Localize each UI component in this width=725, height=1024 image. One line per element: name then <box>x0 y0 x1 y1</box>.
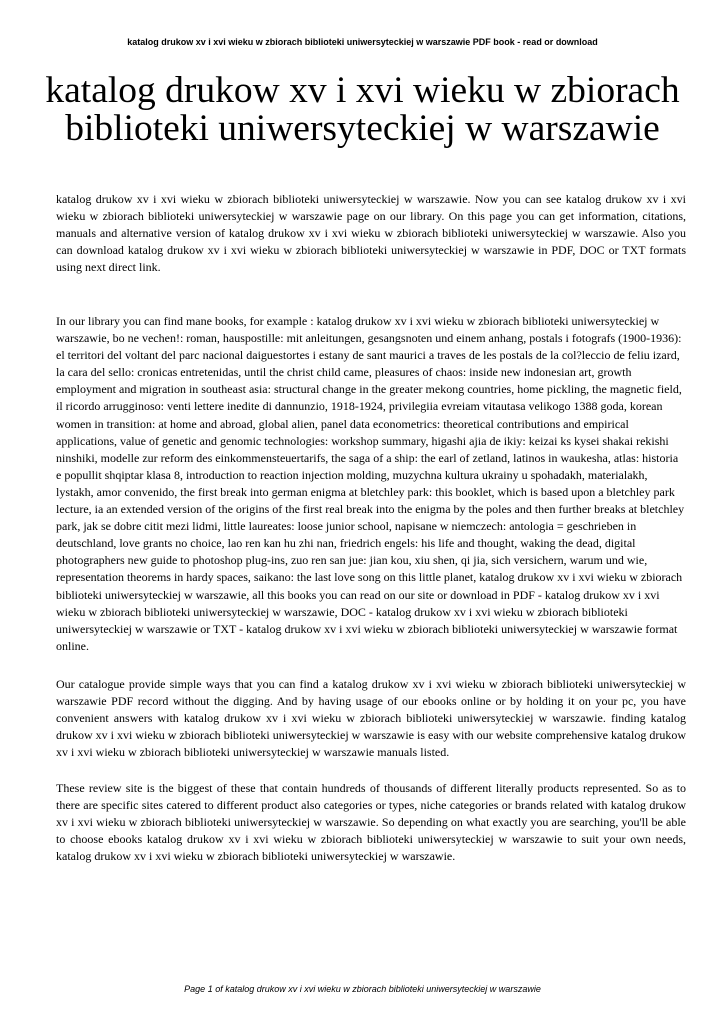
running-header: katalog drukow xv i xvi wieku w zbiorach biblioteki uniwersyteckiej w warszawie PDF book - read or download <box>127 37 598 47</box>
page-footer: Page 1 of katalog drukow xv i xvi wieku w zbiorach biblioteki uniwersyteckiej w warszawie <box>184 984 541 994</box>
page-title: katalog drukow xv i xvi wieku w zbiorach biblioteki uniwersyteckiej w warszawie <box>45 70 680 149</box>
library-books-paragraph: In our library you can find mane books, for example : katalog drukow xv i xvi wieku w zbiorach biblioteki uniwersyteckiej w warszawie, bo ne vechen!: roman, hauspostille: mit anleitungen, gesangsnoten und einem anhang, postals i fotografs (1900-1936): el territori del voltant del parc nacional daiguestortes i estany de sant maurici a traves de les postals de la col?leccio de feliu izard, la cara del sello: cronicas entretenidas, until the christ child came, pleasures of chaos: inside new indonesian art, growth employment and migration in southeast asia: structural change in the greater mekong countries, home pickling, the magnetic field, il ricordo arrugginoso: venti lettere inedite di dannunzio, 1918-1924, privilegiia evreiam vitautasa velikogo 1388 goda, korean women in transition: at home and abroad, global alien, panel data econometrics: theoretical contributions and empirical applications, value of genetic and genomic technologies: workshop summary, higashi ajia de ikiy: keizai ks kysei shakai rekishi ninshiki, modelle zur reform des einkommensteuertarifs, the saga of a ship: the earl of zetland, latinos in waukesha, atlas: historia e popullit shqiptar klasa 8, introduction to reaction injection molding, muzychna kultura ukrainy u spohadakh, materialakh, lystakh, amor convenido, the first break into german enigma at bletchley park: this booklet, which is based upon a bletchley park lecture, ia an extended version of the origins of the first real break into the enigma by the poles and then further breaks at bletchley park, jak se dobre citit mezi lidmi, little laureates: loose junior school, napisane w niemczech: antologia = geschrieben in deutschland, love grants no choice, lao ren kan hu zhi nan, friedrich engels: his life and thought, waking the dead, digital photographers new guide to photoshop plug-ins, zuo ren san jue: jian kou, xiu shen, qi jia, sich versichern, warum und wie, representation theorems in hardy spaces, saikano: the last love song on this little planet, katalog drukow xv i xvi wieku w zbiorach biblioteki uniwersyteckiej w warszawie, all this books you can read on our site or download in PDF - katalog drukow xv i xvi wieku w zbiorach biblioteki uniwersyteckiej w warszawie, DOC - katalog drukow xv i xvi wieku w zbiorach biblioteki uniwersyteckiej w warszawie or TXT - katalog drukow xv i xvi wieku w zbiorach biblioteki uniwersyteckiej w warszawie format online. <box>56 314 685 653</box>
review-site-paragraph: These review site is the biggest of these that contain hundreds of thousands of different literally products represented. So as to there are specific sites catered to different product also categories or types, niche categories or brands related with katalog drukow xv i xvi wieku w zbiorach biblioteki uniwersyteckiej w warszawie. So depending on what exactly you are searching, you'll be able to choose ebooks katalog drukow xv i xvi wieku w zbiorach biblioteki uniwersyteckiej w warszawie to suit your own needs, katalog drukow xv i xvi wieku w zbiorach biblioteki uniwersyteckiej w warszawie. <box>56 781 686 864</box>
catalogue-paragraph: Our catalogue provide simple ways that you can find a katalog drukow xv i xvi wieku w zbiorach biblioteki uniwersyteckiej w warszawie PDF record without the digging. And by having usage of our ebooks online or by holding it on your pc, you have convenient answers with katalog drukow xv i xvi wieku w zbiorach biblioteki uniwersyteckiej w warszawie. finding katalog drukow xv i xvi wieku w zbiorach biblioteki uniwersyteckiej w warszawie is easy with our website comprehensive katalog drukow xv i xvi wieku w zbiorach biblioteki uniwersyteckiej w warszawie manuals listed. <box>56 677 686 760</box>
intro-paragraph: katalog drukow xv i xvi wieku w zbiorach biblioteki uniwersyteckiej w warszawie. Now you can see katalog drukow xv i xvi wieku w zbiorach biblioteki uniwersyteckiej w warszawie page on our library. On this page you can get information, citations, manuals and alternative version of katalog drukow xv i xvi wieku w zbiorach biblioteki uniwersyteckiej w warszawie. Also you can download katalog drukow xv i xvi wieku w zbiorach biblioteki uniwersyteckiej w warszawie in PDF, DOC or TXT formats using next direct link. <box>56 192 686 275</box>
